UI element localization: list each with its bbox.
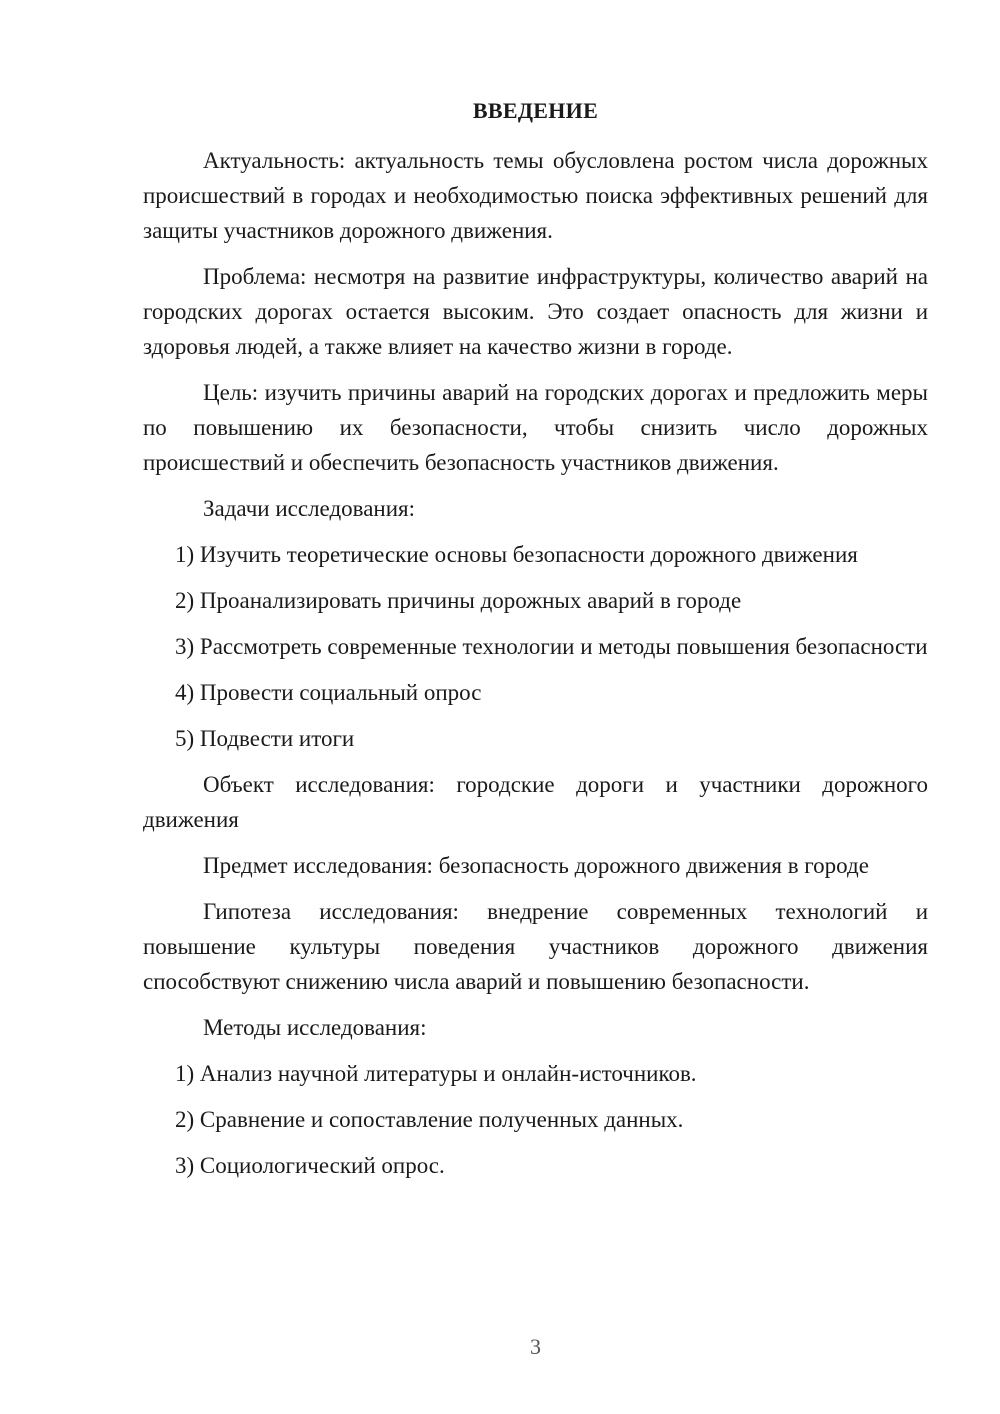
- relevance-paragraph: Актуальность: актуальность темы обусловлена ростом числа дорожных происшествий в городах и необходимостью поиска эффективных решений для защиты участников дорожного движения.: [143, 148, 928, 243]
- method-item: 1) Анализ научной литературы и онлайн-источников.: [175, 1061, 697, 1086]
- document-body: [143, 143, 928, 1194]
- document-page: [143, 0, 928, 1414]
- object-paragraph: Объект исследования: городские дороги и участники дорожного движения: [143, 772, 928, 832]
- task-item: 1) Изучить теоретические основы безопасности дорожного движения: [175, 542, 858, 567]
- task-item: 3) Рассмотреть современные технологии и методы повышения безопасности: [175, 634, 928, 659]
- goal-paragraph: Цель: изучить причины аварий на городских дорогах и предложить меры по повышению их безопасности, чтобы снизить число дорожных происшествий и обеспечить безопасность участников движения.: [143, 380, 928, 475]
- methods-heading: Методы исследования:: [203, 1015, 427, 1040]
- hypothesis-paragraph: Гипотеза исследования: внедрение современных технологий и повышение культуры поведения участников дорожного движения способствуют снижению числа аварий и повышению безопасности.: [143, 899, 928, 994]
- method-item: 2) Сравнение и сопоставление полученных данных.: [175, 1107, 684, 1132]
- page-number: 3: [530, 1334, 541, 1359]
- problem-paragraph: Проблема: несмотря на развитие инфраструктуры, количество аварий на городских дорогах остается высоким. Это создает опасность для жизни и здоровья людей, а также влияет на качество жизни в городе.: [143, 264, 928, 359]
- subject-paragraph: Предмет исследования: безопасность дорожного движения в городе: [203, 853, 869, 878]
- tasks-heading: Задачи исследования:: [203, 496, 416, 521]
- task-item: 5) Подвести итоги: [175, 726, 355, 751]
- method-item: 3) Социологический опрос.: [175, 1153, 445, 1178]
- task-item: 4) Провести социальный опрос: [175, 680, 482, 705]
- task-item: 2) Проанализировать причины дорожных аварий в городе: [175, 588, 742, 613]
- page-title: ВВЕДЕНИЕ: [472, 98, 599, 123]
